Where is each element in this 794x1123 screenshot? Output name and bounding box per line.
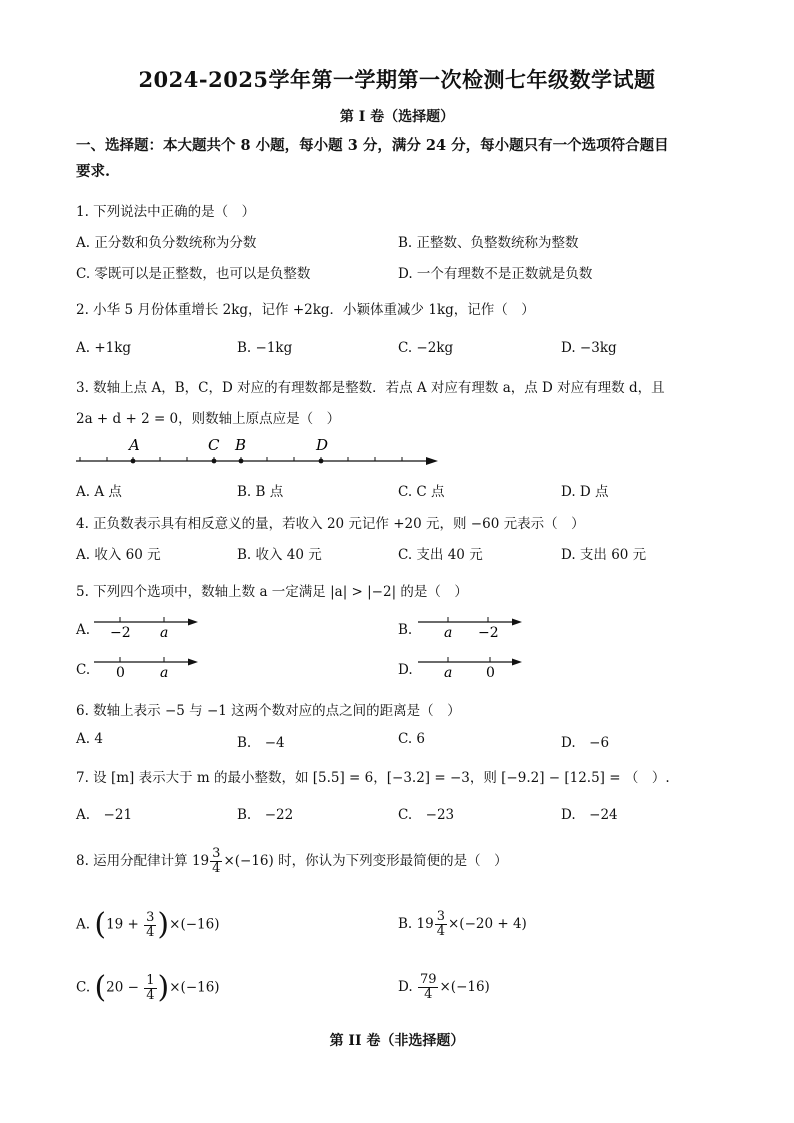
q5-option-b-letter: B.: [398, 622, 413, 638]
q5-option-a-number-line: [92, 610, 202, 642]
question-2-stem: 2. 小华 5 月份体重增长 2kg，记作 +2kg．小颖体重减少 1kg，记作（ ）: [76, 302, 535, 318]
question-4-stem: 4. 正负数表示具有相反意义的量，若收入 20 元记作 +20 元，则 −60 元表示（ ）: [76, 516, 585, 532]
q6-option-c: C. 6: [398, 731, 426, 747]
question-1-stem: 1. 下列说法中正确的是（ ）: [76, 204, 256, 220]
point-a-dot: [131, 459, 136, 464]
point-b-label: B: [235, 436, 247, 454]
q4-option-d: D. 支出 60 元: [561, 547, 647, 563]
q6-option-b: B. −4: [237, 735, 285, 751]
part-1-title: 第 I 卷（选择题）: [339, 109, 455, 125]
q5b-left-label: a: [444, 625, 453, 641]
section-1-line-1: 一、选择题：本大题共个 8 小题，每小题 3 分，满分 24 分，每小题只有一个选项符合题目: [76, 137, 669, 154]
q5-option-d-number-line: [416, 650, 526, 682]
q4-option-c: C. 支出 40 元: [398, 547, 483, 563]
q8-option-c: C. (20 − $\frac{1}{4}$ )×(−16): [76, 970, 220, 1005]
point-c-label: C: [208, 436, 220, 454]
q7-option-a: A. −21: [76, 807, 133, 823]
q5-option-a-letter: A.: [76, 622, 91, 638]
q8-stem-prefix: 8. 运用分配律计算 19: [76, 853, 210, 869]
question-6-stem: 6. 数轴上表示 −5 与 −1 这两个数对应的点之间的距离是（ ）: [76, 703, 461, 719]
q7-option-c: C. −23: [398, 807, 455, 823]
q2-option-d: D. −3kg: [561, 340, 617, 356]
q5d-right-label: 0: [486, 665, 495, 681]
q8-option-b: B. 19 $\frac{3}{4}$ ×(−20 + 4): [398, 909, 527, 939]
q3-option-d: D. D 点: [561, 484, 609, 500]
q8-stem-fraction: $\frac{3}{4}$: [212, 846, 221, 876]
q8-option-d: D. $\frac{79}{4}$ ×(−16): [398, 972, 490, 1002]
section-1-line-2: 要求.: [76, 163, 111, 180]
point-d-dot: [319, 459, 324, 464]
section-1-heading: [76, 133, 669, 185]
question-3-stem-line-2: 2a + d + 2 = 0，则数轴上原点应是（ ）: [76, 411, 341, 427]
question-3-stem-line-1: 3. 数轴上点 A，B，C，D 对应的有理数都是整数．若点 A 对应有理数 a，点 D 对应有理数 d，且: [76, 380, 665, 396]
q2-option-a: A. +1kg: [76, 340, 132, 356]
q5a-left-label: −2: [110, 625, 131, 641]
q6-option-d: D. −6: [561, 735, 610, 751]
q8-option-a: A. (19 + $\frac{3}{4}$ )×(−16): [76, 907, 220, 942]
q5-option-c-letter: C.: [76, 662, 91, 678]
q1-option-c: C. 零既可以是正整数，也可以是负整数: [76, 266, 311, 282]
q7-option-b: B. −22: [237, 807, 294, 823]
q5-option-d-letter: D.: [398, 662, 413, 678]
question-7-stem: 7. 设 [m] 表示大于 m 的最小整数，如 [5.5] = 6，[−3.2] = −3，则 [−9.2] − [12.5] = （ ）.: [76, 770, 670, 786]
q3-number-line: [74, 432, 444, 474]
q3-option-a: A. A 点: [76, 484, 122, 500]
q3-option-c: C. C 点: [398, 484, 445, 500]
q8-stem-suffix: ×(−16) 时，你认为下列变形最简便的是（ ）: [223, 853, 508, 869]
question-5-stem: 5. 下列四个选项中，数轴上数 a 一定满足 |a| > |−2| 的是（ ）: [76, 584, 468, 600]
page-title: 2024-2025学年第一学期第一次检测七年级数学试题: [138, 67, 656, 92]
q6-option-a: A. 4: [76, 731, 103, 747]
q3-option-b: B. B 点: [237, 484, 284, 500]
part-2-title: 第 II 卷（非选择题）: [329, 1033, 465, 1049]
point-c-dot: [212, 459, 217, 464]
q2-option-b: B. −1kg: [237, 340, 293, 356]
q5d-left-label: a: [444, 665, 453, 681]
point-d-label: D: [316, 436, 329, 454]
q5c-right-label: a: [160, 665, 169, 681]
q5b-right-label: −2: [478, 625, 499, 641]
q5-option-b-number-line: [416, 610, 526, 642]
q7-option-d: D. −24: [561, 807, 618, 823]
q1-option-b: B. 正整数、负整数统称为整数: [398, 235, 579, 251]
q5c-left-label: 0: [116, 665, 125, 681]
q4-option-a: A. 收入 60 元: [76, 547, 161, 563]
q5-option-c-number-line: [92, 650, 202, 682]
point-b-dot: [239, 459, 244, 464]
q2-option-c: C. −2kg: [398, 340, 454, 356]
q5a-right-label: a: [160, 625, 169, 641]
q1-option-a: A. 正分数和负分数统称为分数: [76, 235, 257, 251]
q1-option-d: D. 一个有理数不是正数就是负数: [398, 266, 593, 282]
question-8-stem: [76, 847, 508, 876]
point-a-label: A: [129, 436, 140, 454]
q4-option-b: B. 收入 40 元: [237, 547, 322, 563]
